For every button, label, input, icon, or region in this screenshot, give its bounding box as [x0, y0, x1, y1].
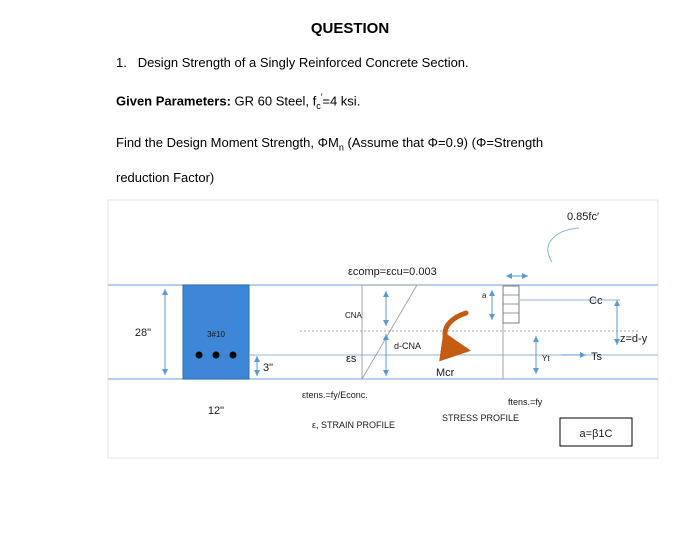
- question-number: 1.: [116, 55, 127, 70]
- given-fc-prime: ′: [320, 92, 323, 102]
- cover-label: 3": [263, 362, 274, 374]
- ts-label: Ts: [591, 351, 602, 363]
- given-text: GR 60 Steel, f: [234, 93, 317, 109]
- rebar-dot: [213, 352, 220, 359]
- find-line2: reduction Factor): [116, 169, 215, 185]
- rebar-dot: [196, 352, 203, 359]
- dcna-label: d-CNA: [394, 341, 422, 351]
- strain-profile-line: [362, 285, 417, 379]
- find-line1-sub: n: [338, 142, 344, 153]
- mcr-label: Mcr: [436, 367, 455, 379]
- strain-profile-label: ε, STRAIN PROFILE: [312, 420, 396, 430]
- fc-label: 0.85fc′: [567, 211, 600, 223]
- bars-label: 3#10: [207, 330, 225, 339]
- given-label: Given Parameters:: [116, 93, 231, 109]
- a-label: a: [482, 291, 487, 300]
- rebar-dot: [230, 352, 237, 359]
- find-line1-b: (Assume that Φ=0.9) (Φ=Strength: [343, 135, 544, 150]
- a-formula: a=β1C: [579, 428, 613, 440]
- find-line1-a: Find the Design Moment Strength, ΦM: [116, 135, 339, 150]
- given-fc-value: =4 ksi.: [322, 93, 361, 109]
- question-text: Design Strength of a Singly Reinforced Concrete Section.: [137, 55, 469, 70]
- cc-label: Cc: [589, 295, 603, 307]
- yt-label: Yt: [542, 354, 550, 363]
- fc-pointer-curve: [548, 228, 579, 262]
- question-title: QUESTION: [310, 20, 390, 37]
- etens-label: εtens.=fy/Econc.: [302, 390, 368, 400]
- strain-top-label: εcomp=εcu=0.003: [348, 266, 437, 278]
- given-fc-sub: c: [316, 100, 321, 111]
- cna-label: CNA: [345, 311, 362, 320]
- width-label: 12": [207, 405, 225, 417]
- stress-block: [503, 286, 519, 323]
- z-label: z=d-y: [620, 333, 648, 345]
- ftens-label: ftens.=fy: [508, 397, 543, 407]
- es-label: εs: [346, 353, 357, 365]
- height-label: 28": [134, 327, 152, 339]
- stress-profile-label: STRESS PROFILE: [442, 413, 520, 423]
